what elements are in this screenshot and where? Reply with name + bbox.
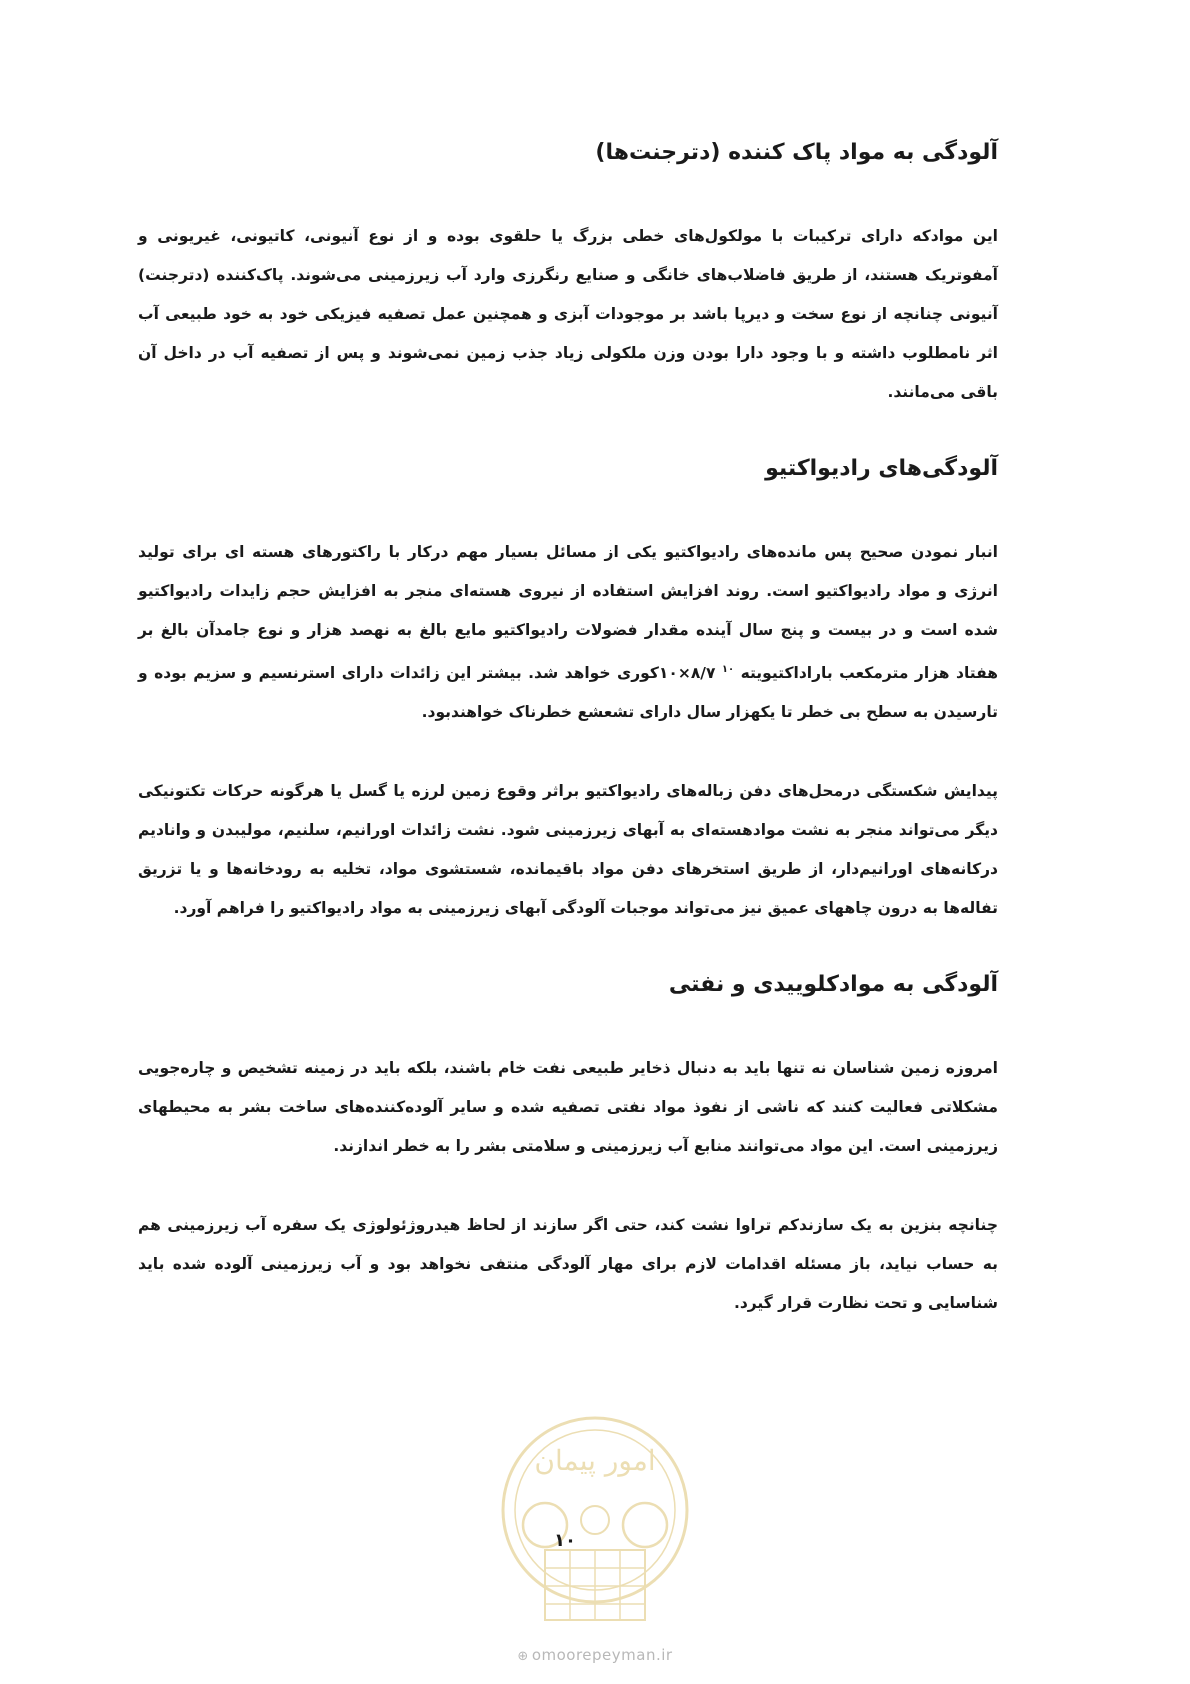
globe-icon: ⊕ [517,1649,529,1664]
page-number: ۱۰ [554,1530,576,1551]
section-title-colloidal-oil: آلودگی به موادکلوییدی و نفتی [668,971,998,997]
watermark-seal-logo [490,1400,700,1640]
paragraph-gasoline: چنانچه بنزین به یک سازندکم تراوا نشت کند، حتی اگر سازند از لحاظ هیدروژئولوژی یک سفره آب زیرزمینی هم به حساب نیاید، باز مسئله اقدامات لازم برای مهار آلودگی منتفی نخواهد بود و آب زیرزمینی آلوده شده باید شناسایی و تحت نظارت قرار گیرد. [138,1215,998,1312]
page-content [138,138,998,1323]
watermark-url [490,1646,700,1664]
watermark-seal-text: امور پیمان [534,1444,656,1477]
paragraph-geologists: امروزه زمین شناسان نه تنها باید به دنبال ذخایر طبیعی نفت خام باشند، بلکه باید در زمینه تشخیص و چاره‌جویی مشکلاتی فعالیت کنند که ناشی از نفوذ مواد نفتی تصفیه شده و سایر آلوده‌کننده‌های ساخت بشر به محیطهای زیرزمینی است. این مواد می‌توانند منابع آب زیرزمینی و سلامتی بشر را به خطر اندازند. [138,1058,998,1155]
paragraph-radioactive-storage-part2: ۸/۷×۱۰کوری خواهد شد. بیشتر این زائدات دارای استرنسیم و سزیم بوده و تارسیدن به سطح بی خطر تا یکهزار سال دارای تشعشع خطرناک خواهندبود. [138,663,998,721]
paragraph-radioactive-storage [138,533,998,732]
paragraph-radioactive-storage-part1: انبار نمودن صحیح پس مانده‌های رادیواکتیو یکی از مسائل بسیار مهم درکار با راکتورهای هسته ای برای تولید انرژی و مواد رادیواکتیو است. روند افزایش استفاده از نیروی هسته‌ای منجر به افزایش حجم زایدات رادیواکتیو شده است و در بیست و پنج سال آینده مقدار فضولات رادیواکتیو مایع بالغ به نهصد هزار و نوع جامدآن بالغ بر هفتاد هزار مترمکعب باراداکتیویته [138,542,999,682]
paragraph-detergents: این موادکه دارای ترکیبات با مولکول‌های خطی بزرگ یا حلقوی بوده و از نوع آنیونی، کاتیونی، غیریونی و آمفوتریک هستند، از طریق فاضلاب‌های خانگی و صنایع رنگرزی وارد آب زیرزمینی می‌شوند. پاک‌کننده (دترجنت) آنیونی چنانچه از نوع سخت و دیرپا باشد بر موجودات آبزی و همچنین عمل تصفیه فیزیکی خود به خود طبیعی آب اثر نامطلوب داشته و با وجود دارا بودن وزن ملکولی زیاد جذب زمین نمی‌شوند و پس از تصفیه آب در داخل آن باقی می‌مانند. [138,226,998,401]
paragraph-radioactive-leakage: پیدایش شکستگی درمحل‌های دفن زباله‌های رادیواکتیو براثر وقوع زمین لرزه یا گسل یا هرگونه حرکات تکتونیکی دیگر می‌تواند منجر به نشت موادهسته‌ای به آبهای زیرزمینی شود. نشت زائدات اورانیم، سلنیم، مولیبدن و وانادیم درکانه‌های اورانیم‌دار، از طریق استخرهای دفن مواد باقیمانده، شستشوی مواد، تخلیه به رودخانه‌ها و یا تزریق تفاله‌ها به درون چاههای عمیق نیز می‌تواند موجبات آلودگی آبهای زیرزمینی به مواد رادیواکتیو را فراهم آورد. [138,781,998,917]
exponent: ۱۰ [721,663,735,675]
section-title-radioactive: آلودگی‌های رادیواکتیو [765,455,998,481]
watermark-url-text: omoorepeyman.ir [531,1646,673,1664]
section-title-detergents: آلودگی به مواد پاک کننده (دترجنت‌ها) [595,140,998,165]
